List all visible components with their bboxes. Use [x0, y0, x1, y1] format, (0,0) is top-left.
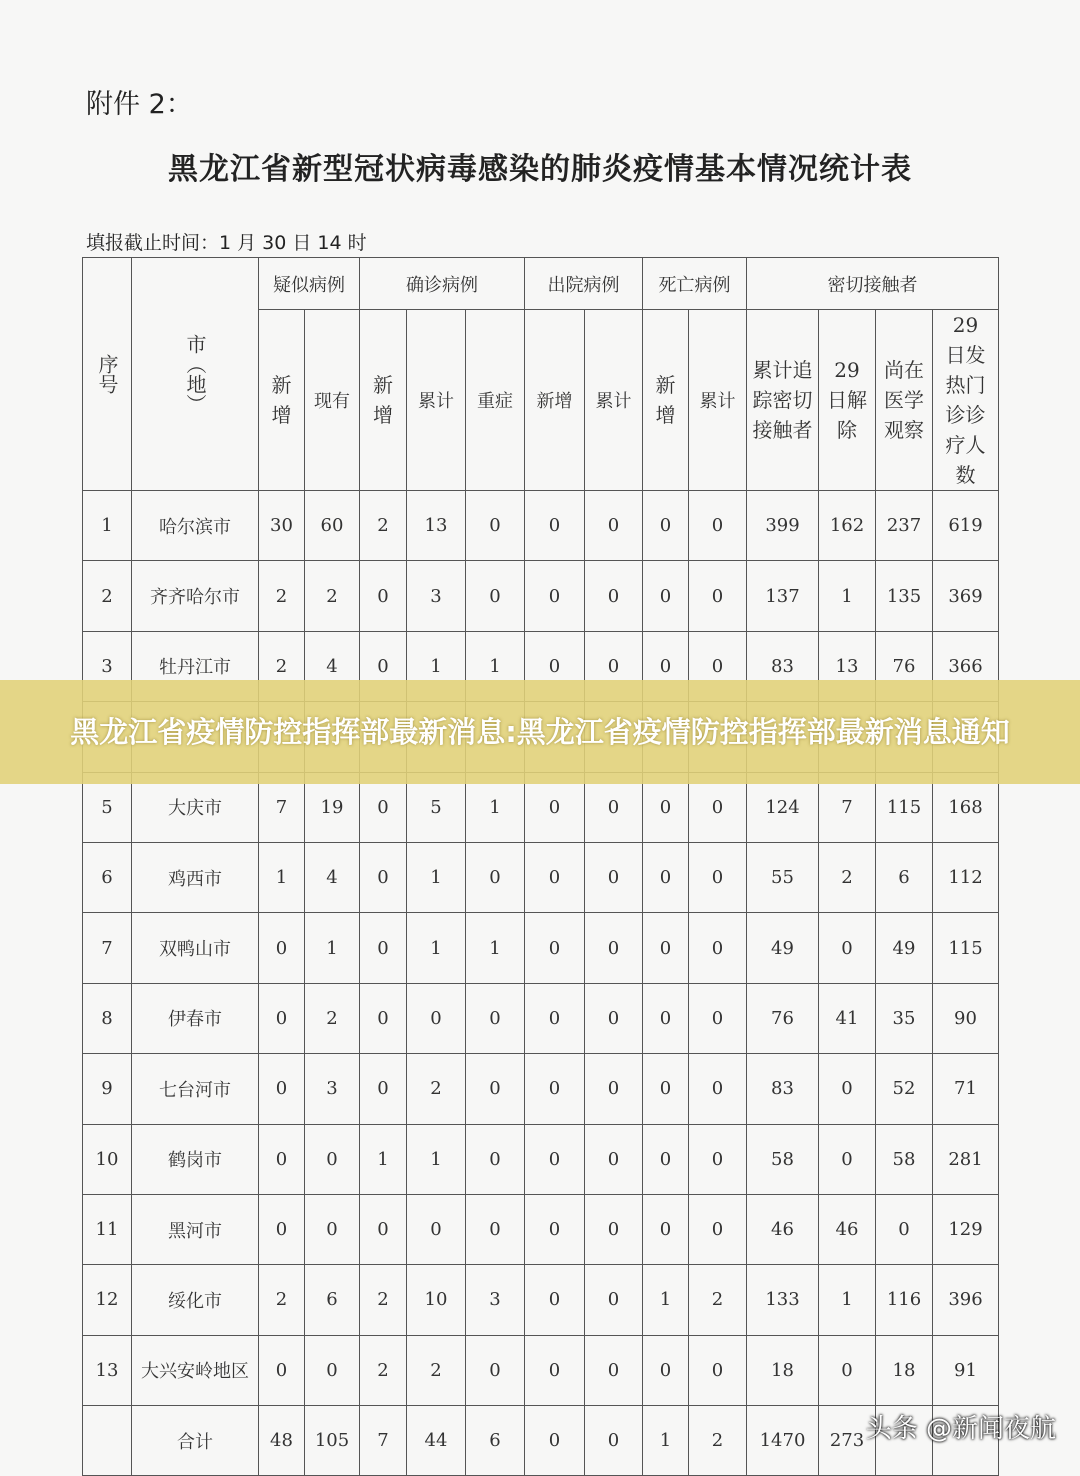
cell-k-traced: 55 [747, 842, 819, 912]
cell-k-observe: 49 [876, 913, 933, 983]
cell-s-cur: 3 [305, 1054, 360, 1124]
cell-x-total: 0 [689, 1194, 747, 1264]
table-row [83, 1406, 999, 1476]
cell-c-new: 0 [360, 1194, 407, 1264]
cell-c-new: 0 [360, 561, 407, 631]
cell-k-traced: 133 [747, 1265, 819, 1335]
cell-k-fever: 396 [933, 1265, 999, 1335]
cell-k-traced: 1470 [747, 1406, 819, 1476]
cell-s-new: 0 [259, 913, 305, 983]
cell-x-total: 0 [689, 561, 747, 631]
subheader-suspected-current: 现有 [305, 310, 360, 491]
cell-c-total: 1 [407, 913, 466, 983]
cell-k-fever: 281 [933, 1124, 999, 1194]
headline-text: 黑龙江省疫情防控指挥部最新消息:黑龙江省疫情防控指挥部最新消息通知 [70, 715, 1010, 749]
cell-s-new: 1 [259, 842, 305, 912]
cell-d-new: 0 [525, 1054, 585, 1124]
cell-k-observe: 135 [876, 561, 933, 631]
cell-s-cur: 1 [305, 913, 360, 983]
cell-k-observe: 116 [876, 1265, 933, 1335]
subheader-confirmed-severe: 重症 [466, 310, 525, 491]
cell-d-total: 0 [585, 842, 643, 912]
cell-k-traced: 399 [747, 491, 819, 561]
cell-k-observe: 6 [876, 842, 933, 912]
cell-d-new: 0 [525, 1124, 585, 1194]
cell-d-total: 0 [585, 1194, 643, 1264]
cell-d-total: 0 [585, 1406, 643, 1476]
cell-k-fever: 112 [933, 842, 999, 912]
cell-city: 黑河市 [132, 1194, 259, 1264]
cell-x-total: 0 [689, 983, 747, 1053]
cell-c-severe: 0 [466, 1335, 525, 1405]
cell-c-new: 0 [360, 913, 407, 983]
cell-c-total: 3 [407, 561, 466, 631]
cell-k-released: 1 [819, 561, 876, 631]
cell-d-new: 0 [525, 983, 585, 1053]
cell-k-traced: 83 [747, 631, 819, 701]
deadline-note: 填报截止时间：1 月 30 日 14 时 [86, 232, 367, 254]
document-title: 黑龙江省新型冠状病毒感染的肺炎疫情基本情况统计表 [168, 152, 912, 187]
cell-s-cur: 0 [305, 1124, 360, 1194]
header-confirmed: 确诊病例 [360, 258, 525, 310]
cell-c-total: 10 [407, 1265, 466, 1335]
cell-d-total: 0 [585, 561, 643, 631]
cell-city: 伊春市 [132, 983, 259, 1053]
table-row [83, 491, 999, 561]
cell-k-released: 0 [819, 1335, 876, 1405]
cell-c-total: 2 [407, 1054, 466, 1124]
table-row [83, 561, 999, 631]
subheader-suspected-new: 新增 [259, 310, 305, 491]
cell-c-severe: 3 [466, 1265, 525, 1335]
cell-k-traced: 46 [747, 1194, 819, 1264]
headline-banner [0, 680, 1080, 784]
cell-d-new: 0 [525, 561, 585, 631]
cell-s-cur: 6 [305, 1265, 360, 1335]
cell-x-total: 0 [689, 631, 747, 701]
cell-x-total: 2 [689, 1406, 747, 1476]
cell-d-new: 0 [525, 842, 585, 912]
cell-seq: 12 [83, 1265, 132, 1335]
cell-city: 大庆市 [132, 772, 259, 842]
cell-x-new: 0 [643, 491, 689, 561]
cell-k-fever: 90 [933, 983, 999, 1053]
subheader-fever-clinic: 29 日发热门诊诊疗人数 [933, 310, 999, 491]
cell-c-total: 44 [407, 1406, 466, 1476]
cell-k-observe: 115 [876, 772, 933, 842]
cell-seq: 6 [83, 842, 132, 912]
cell-c-new: 0 [360, 772, 407, 842]
cell-d-total: 0 [585, 983, 643, 1053]
cell-c-total: 2 [407, 1335, 466, 1405]
cell-c-severe: 1 [466, 913, 525, 983]
table-row [83, 1335, 999, 1405]
cell-s-new: 30 [259, 491, 305, 561]
cell-c-new: 7 [360, 1406, 407, 1476]
cell-s-cur: 2 [305, 983, 360, 1053]
cell-city: 哈尔滨市 [132, 491, 259, 561]
cell-city: 绥化市 [132, 1265, 259, 1335]
cell-c-severe: 0 [466, 561, 525, 631]
cell-s-cur: 105 [305, 1406, 360, 1476]
cell-k-observe: 58 [876, 1124, 933, 1194]
cell-d-new: 0 [525, 631, 585, 701]
table-row [83, 1194, 999, 1264]
attachment-label: 附件 2： [86, 89, 193, 120]
cell-x-total: 0 [689, 842, 747, 912]
cell-k-fever: 91 [933, 1335, 999, 1405]
cell-k-released: 2 [819, 842, 876, 912]
cell-d-total: 0 [585, 772, 643, 842]
cell-c-new: 1 [360, 1124, 407, 1194]
cell-d-new: 0 [525, 1194, 585, 1264]
cell-s-new: 48 [259, 1406, 305, 1476]
cell-s-new: 7 [259, 772, 305, 842]
table-row [83, 1054, 999, 1124]
cell-c-severe: 0 [466, 1194, 525, 1264]
cell-k-released: 13 [819, 631, 876, 701]
cell-s-cur: 0 [305, 1194, 360, 1264]
cell-city: 合计 [132, 1406, 259, 1476]
cell-c-total: 1 [407, 842, 466, 912]
cell-d-total: 0 [585, 1124, 643, 1194]
table-row [83, 842, 999, 912]
cell-x-new: 0 [643, 1335, 689, 1405]
cell-k-released: 1 [819, 1265, 876, 1335]
header-discharged: 出院病例 [525, 258, 643, 310]
cell-d-total: 0 [585, 1265, 643, 1335]
cell-c-total: 0 [407, 1194, 466, 1264]
cell-s-new: 2 [259, 1265, 305, 1335]
cell-x-new: 0 [643, 913, 689, 983]
cell-c-new: 0 [360, 842, 407, 912]
table-row [83, 913, 999, 983]
cell-seq: 10 [83, 1124, 132, 1194]
cell-d-new: 0 [525, 913, 585, 983]
cell-s-new: 0 [259, 983, 305, 1053]
cell-c-new: 2 [360, 1335, 407, 1405]
header-seq: 序号 [83, 258, 132, 491]
cell-k-traced: 58 [747, 1124, 819, 1194]
cell-k-released: 273 [819, 1406, 876, 1476]
cell-s-new: 0 [259, 1335, 305, 1405]
cell-d-new: 0 [525, 491, 585, 561]
cell-c-total: 13 [407, 491, 466, 561]
cell-c-severe: 0 [466, 842, 525, 912]
cell-seq: 13 [83, 1335, 132, 1405]
cell-c-severe: 1 [466, 631, 525, 701]
cell-seq: 1 [83, 491, 132, 561]
cell-k-traced: 18 [747, 1335, 819, 1405]
header-suspected: 疑似病例 [259, 258, 360, 310]
cell-k-released: 162 [819, 491, 876, 561]
cell-s-cur: 2 [305, 561, 360, 631]
cell-c-severe: 0 [466, 983, 525, 1053]
cell-city: 齐齐哈尔市 [132, 561, 259, 631]
cell-d-total: 0 [585, 1054, 643, 1124]
cell-x-total: 0 [689, 1335, 747, 1405]
cell-k-fever: 129 [933, 1194, 999, 1264]
cell-x-new: 0 [643, 983, 689, 1053]
cell-city: 牡丹江市 [132, 631, 259, 701]
cell-c-severe: 0 [466, 1124, 525, 1194]
cell-k-released: 0 [819, 913, 876, 983]
cell-c-severe: 1 [466, 772, 525, 842]
table-row [83, 1265, 999, 1335]
cell-k-traced: 124 [747, 772, 819, 842]
header-contacts: 密切接触者 [747, 258, 999, 310]
cell-x-new: 0 [643, 631, 689, 701]
cell-k-observe: 0 [876, 1194, 933, 1264]
subheader-under-observation: 尚在医学观察 [876, 310, 933, 491]
cell-k-fever: 369 [933, 561, 999, 631]
cell-d-new: 0 [525, 1335, 585, 1405]
cell-k-released: 0 [819, 1124, 876, 1194]
cell-s-new: 2 [259, 631, 305, 701]
cell-d-new: 0 [525, 772, 585, 842]
cell-s-cur: 19 [305, 772, 360, 842]
subheader-confirmed-new: 新增 [360, 310, 407, 491]
header-deaths: 死亡病例 [643, 258, 747, 310]
cell-k-observe: 76 [876, 631, 933, 701]
subheader-released-29: 29 日解除 [819, 310, 876, 491]
cell-d-total: 0 [585, 631, 643, 701]
cell-s-cur: 60 [305, 491, 360, 561]
cell-k-fever: 71 [933, 1054, 999, 1124]
subheader-deaths-new: 新增 [643, 310, 689, 491]
cell-c-new: 2 [360, 1265, 407, 1335]
source-watermark: 头条 @新闻夜航 [865, 1414, 1056, 1444]
cell-d-new: 0 [525, 1406, 585, 1476]
cell-k-traced: 83 [747, 1054, 819, 1124]
cell-d-total: 0 [585, 1335, 643, 1405]
cell-x-new: 1 [643, 1265, 689, 1335]
cell-x-new: 0 [643, 1124, 689, 1194]
cell-c-new: 0 [360, 631, 407, 701]
cell-seq: 2 [83, 561, 132, 631]
cell-x-total: 0 [689, 491, 747, 561]
cell-k-fever: 619 [933, 491, 999, 561]
statistics-table [82, 257, 999, 1476]
cell-x-new: 0 [643, 1194, 689, 1264]
cell-x-new: 1 [643, 1406, 689, 1476]
cell-c-severe: 6 [466, 1406, 525, 1476]
subheader-traced-contacts: 累计追踪密切接触者 [747, 310, 819, 491]
cell-k-released: 46 [819, 1194, 876, 1264]
cell-s-new: 2 [259, 561, 305, 631]
cell-k-released: 0 [819, 1054, 876, 1124]
cell-x-new: 0 [643, 561, 689, 631]
cell-c-total: 5 [407, 772, 466, 842]
table-row [83, 983, 999, 1053]
cell-c-new: 2 [360, 491, 407, 561]
cell-seq [83, 1406, 132, 1476]
cell-k-traced: 76 [747, 983, 819, 1053]
cell-k-released: 7 [819, 772, 876, 842]
header-city: 市（地） [132, 258, 259, 491]
cell-d-total: 0 [585, 491, 643, 561]
cell-x-total: 0 [689, 772, 747, 842]
cell-k-released: 41 [819, 983, 876, 1053]
cell-k-traced: 137 [747, 561, 819, 631]
subheader-deaths-total: 累计 [689, 310, 747, 491]
cell-city: 鹤岗市 [132, 1124, 259, 1194]
subheader-confirmed-total: 累计 [407, 310, 466, 491]
cell-s-new: 0 [259, 1054, 305, 1124]
cell-seq: 5 [83, 772, 132, 842]
cell-s-cur: 0 [305, 1335, 360, 1405]
cell-s-cur: 4 [305, 842, 360, 912]
cell-city: 大兴安岭地区 [132, 1335, 259, 1405]
cell-x-total: 0 [689, 1054, 747, 1124]
table-row [83, 1124, 999, 1194]
cell-s-new: 0 [259, 1124, 305, 1194]
subheader-discharged-total: 累计 [585, 310, 643, 491]
cell-c-new: 0 [360, 1054, 407, 1124]
cell-k-fever: 366 [933, 631, 999, 701]
cell-city: 七台河市 [132, 1054, 259, 1124]
cell-s-cur: 4 [305, 631, 360, 701]
cell-c-total: 1 [407, 1124, 466, 1194]
cell-seq: 11 [83, 1194, 132, 1264]
cell-x-new: 0 [643, 1054, 689, 1124]
cell-d-new: 0 [525, 1265, 585, 1335]
cell-c-severe: 0 [466, 1054, 525, 1124]
cell-k-observe: 237 [876, 491, 933, 561]
cell-x-total: 2 [689, 1265, 747, 1335]
cell-k-fever: 168 [933, 772, 999, 842]
cell-s-new: 0 [259, 1194, 305, 1264]
cell-x-new: 0 [643, 842, 689, 912]
cell-x-total: 0 [689, 1124, 747, 1194]
cell-k-observe: 35 [876, 983, 933, 1053]
cell-k-observe: 18 [876, 1335, 933, 1405]
cell-k-observe: 52 [876, 1054, 933, 1124]
cell-seq: 7 [83, 913, 132, 983]
cell-seq: 3 [83, 631, 132, 701]
cell-c-severe: 0 [466, 491, 525, 561]
cell-c-total: 1 [407, 631, 466, 701]
cell-seq: 9 [83, 1054, 132, 1124]
cell-seq: 8 [83, 983, 132, 1053]
cell-city: 双鸭山市 [132, 913, 259, 983]
cell-city: 鸡西市 [132, 842, 259, 912]
cell-k-fever: 115 [933, 913, 999, 983]
subheader-discharged-new: 新增 [525, 310, 585, 491]
cell-x-total: 0 [689, 913, 747, 983]
cell-k-traced: 49 [747, 913, 819, 983]
cell-c-total: 0 [407, 983, 466, 1053]
cell-c-new: 0 [360, 983, 407, 1053]
cell-x-new: 0 [643, 772, 689, 842]
cell-d-total: 0 [585, 913, 643, 983]
